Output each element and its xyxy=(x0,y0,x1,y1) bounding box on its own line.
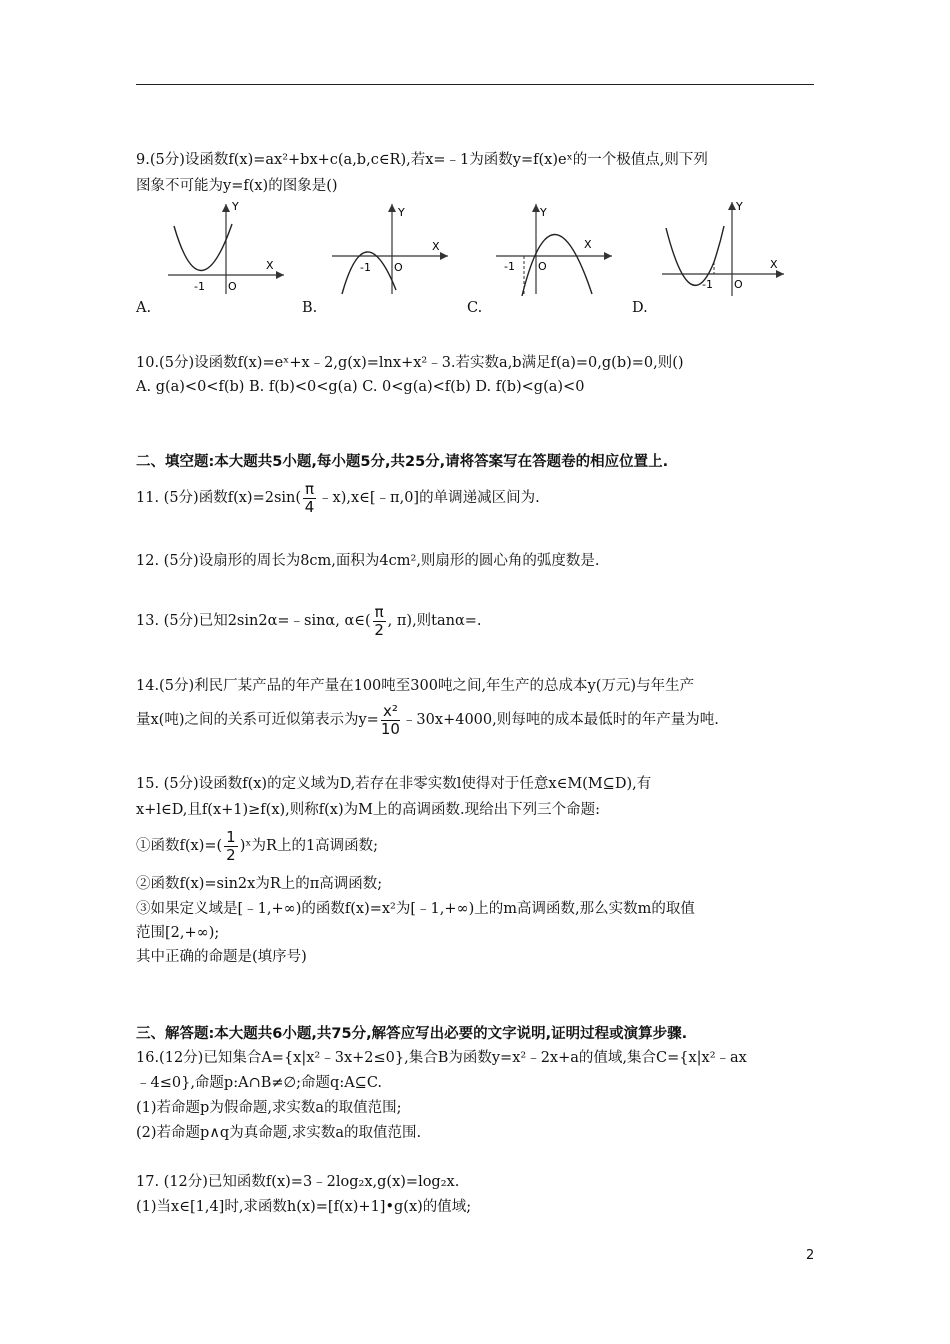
q13-fraction xyxy=(373,604,386,639)
q11-den: 4 xyxy=(304,497,315,516)
graph-d-y-label: Y xyxy=(736,200,743,213)
q13-num: π xyxy=(374,602,384,621)
q15-item1-post: )ˣ为R上的1高调函数; xyxy=(239,838,379,854)
option-d-label: D. xyxy=(632,300,648,316)
page-number: 2 xyxy=(806,1248,815,1263)
q13 xyxy=(136,603,482,639)
q15-item1-den: 2 xyxy=(226,845,236,864)
graph-c-origin: O xyxy=(538,260,547,273)
q14-post: ﹣30x+4000,则每吨的成本最低时的年产量为吨. xyxy=(401,712,719,728)
q10-line1: 10.(5分)设函数f(x)=eˣ+x﹣2,g(x)=lnx+x²﹣3.若实数a,b满足f(a)=0,g(b)=0,则() xyxy=(136,355,684,371)
graph-b-x-label: X xyxy=(432,240,440,253)
q14-line2 xyxy=(136,702,719,738)
q11-fraction xyxy=(303,481,316,516)
graph-a-y-label: Y xyxy=(232,200,239,213)
graph-b-origin: O xyxy=(394,261,403,274)
graph-a-tick: -1 xyxy=(194,280,205,293)
q14-fraction xyxy=(381,703,400,738)
q16-line2: ﹣4≤0},命题p:A∩B≠∅;命题q:A⊆C. xyxy=(136,1075,383,1091)
q13-pre: 13. (5分)已知2sin2α=﹣sinα, α∈( xyxy=(136,613,371,629)
q13-post: , π),则tanα=. xyxy=(387,613,482,629)
q17-part1: (1)当x∈[1,4]时,求函数h(x)=[f(x)+1]•g(x)的值域; xyxy=(136,1199,472,1215)
graph-c-y-label: Y xyxy=(540,206,547,219)
q15-line2: x+l∈D,且f(x+1)≥f(x),则称f(x)为M上的高调函数.现给出下列三个命题: xyxy=(136,802,600,818)
q14-line1: 14.(5分)利民厂某产品的年产量在100吨至300吨之间,年生产的总成本y(万元)与年生产 xyxy=(136,678,695,694)
graph-d-tick: -1 xyxy=(702,278,713,291)
graph-b-y-label: Y xyxy=(398,206,405,219)
q16-part1: (1)若命题p为假命题,求实数a的取值范围; xyxy=(136,1100,402,1116)
q10-options: A. g(a)<0<f(b) B. f(b)<0<g(a) C. 0<g(a)<f(b) D. f(b)<g(a)<0 xyxy=(136,379,585,395)
q15-item1-num: 1 xyxy=(226,827,236,846)
option-b-label: B. xyxy=(302,300,318,316)
q15-item1 xyxy=(136,828,378,864)
graph-c xyxy=(494,198,618,298)
q11-post: ﹣x),x∈[﹣π,0]的单调递减区间为. xyxy=(318,490,540,506)
graph-d xyxy=(660,198,788,298)
q16-line1: 16.(12分)已知集合A={x|x²﹣3x+2≤0},集合B为函数y=x²﹣2x+a的值域,集合C={x|x²﹣ax xyxy=(136,1050,747,1066)
q15-item3-line1: ③如果定义域是[﹣1,+∞)的函数f(x)=x²为[﹣1,+∞)上的m高调函数,那么实数m的取值 xyxy=(136,901,695,917)
graph-c-x-label: X xyxy=(584,238,592,251)
graph-a xyxy=(164,198,290,298)
q15-item3-line2: 范围[2,+∞); xyxy=(136,925,220,941)
q9-line2: 图象不可能为y=f(x)的图象是() xyxy=(136,178,338,194)
q15-item1-pre: ①函数f(x)=( xyxy=(136,838,223,854)
graph-b-tick: -1 xyxy=(360,261,371,274)
q11 xyxy=(136,480,540,516)
graph-a-x-label: X xyxy=(266,259,274,272)
header-rule xyxy=(136,84,814,85)
graph-d-x-label: X xyxy=(770,258,778,271)
q16-part2: (2)若命题p∧q为真命题,求实数a的取值范围. xyxy=(136,1125,422,1141)
q15-line1: 15. (5分)设函数f(x)的定义域为D,若存在非零实数l使得对于任意x∈M(M⊆D),有 xyxy=(136,776,652,792)
q11-num: π xyxy=(305,479,315,498)
graph-c-tick: -1 xyxy=(504,260,515,273)
graph-b xyxy=(330,198,454,298)
q14-num: x² xyxy=(381,703,400,721)
q14-pre: 量x(吨)之间的关系可近似第表示为y= xyxy=(136,712,379,728)
section2-title: 二、填空题:本大题共5小题,每小题5分,共25分,请将答案写在答题卷的相应位置上. xyxy=(136,454,669,470)
q15-item2: ②函数f(x)=sin2x为R上的π高调函数; xyxy=(136,876,383,892)
q15-ask: 其中正确的命题是(填序号) xyxy=(136,949,307,965)
q11-pre: 11. (5分)函数f(x)=2sin( xyxy=(136,490,302,506)
graph-a-origin: O xyxy=(228,280,237,293)
section3-title: 三、解答题:本大题共6小题,共75分,解答应写出必要的文字说明,证明过程或演算步骤. xyxy=(136,1026,688,1042)
q15-item1-fraction xyxy=(224,829,238,864)
graph-d-origin: O xyxy=(734,278,743,291)
q17-line1: 17. (12分)已知函数f(x)=3﹣2log₂x,g(x)=log₂x. xyxy=(136,1174,460,1190)
option-c-label: C. xyxy=(467,300,483,316)
q14-den: 10 xyxy=(380,719,400,738)
q12: 12. (5分)设扇形的周长为8cm,面积为4cm²,则扇形的圆心角的弧度数是. xyxy=(136,553,600,569)
q13-den: 2 xyxy=(374,620,384,639)
option-a-label: A. xyxy=(136,300,152,316)
q9-line1: 9.(5分)设函数f(x)=ax²+bx+c(a,b,c∈R),若x=﹣1为函数y=f(x)eˣ的一个极值点,则下列 xyxy=(136,152,708,168)
